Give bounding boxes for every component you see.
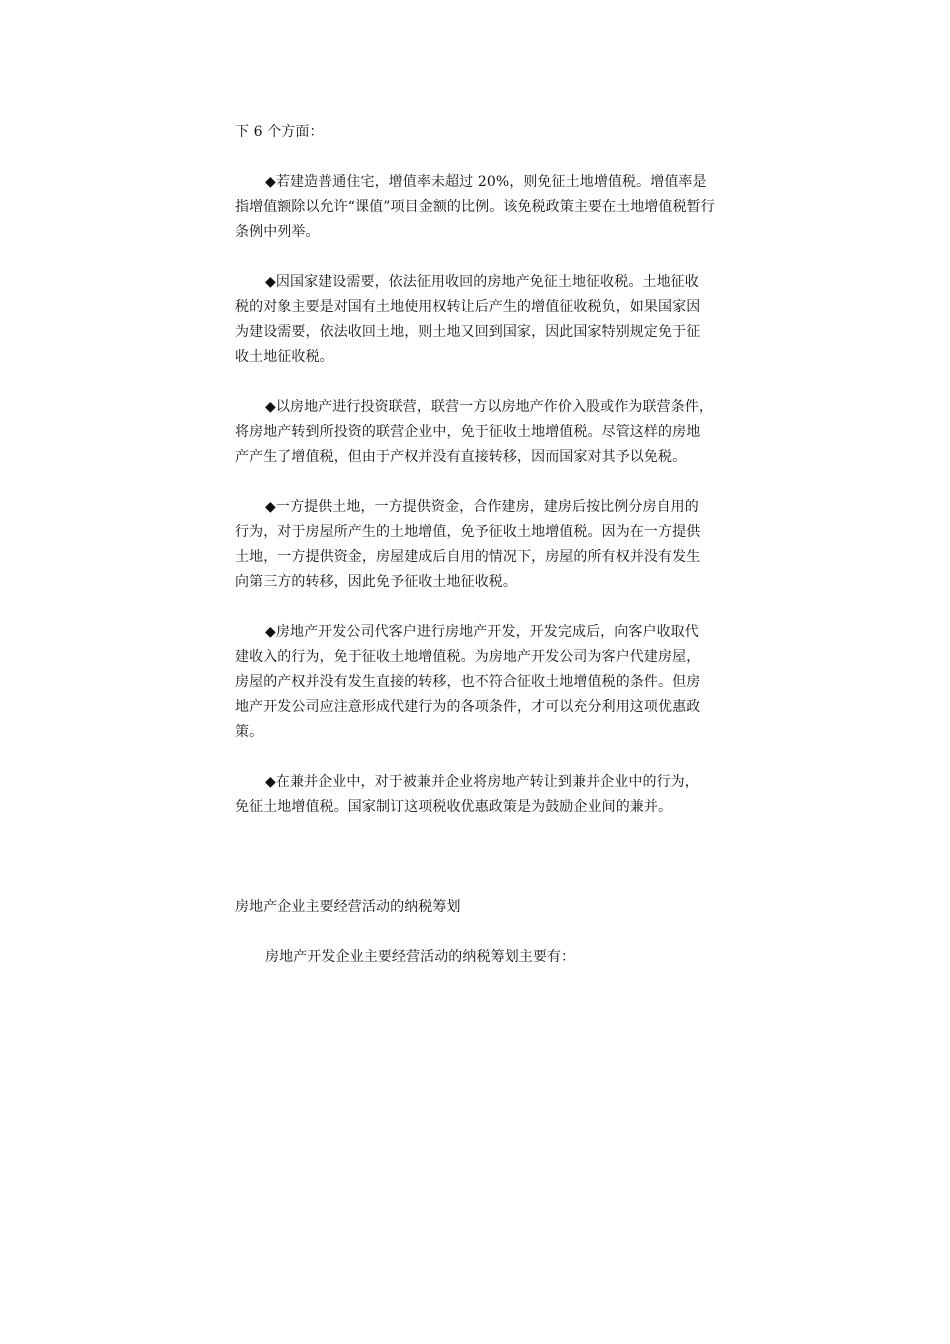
bullet-line: 将房地产转到所投资的联营企业中，免于征收土地增值税。尽管这样的房地 (235, 424, 701, 440)
paragraph-gap (235, 145, 715, 170)
bullet-line: 土地，一方提供资金，房屋建成后自用的情况下，房屋的所有权并没有发生 (235, 549, 701, 565)
bullet-line: 收土地征收税。 (235, 349, 334, 365)
paragraph-gap (235, 470, 715, 495)
bullet-line: 税的对象主要是对国有土地使用权转让后产生的增值征收税负，如果国家因 (235, 299, 701, 315)
bullet-line: ◆若建造普通住宅，增值率未超过 20%，则免征土地增值税。增值率是 (265, 174, 707, 190)
bullet-line: 房屋的产权并没有发生直接的转移，也不符合征收土地增值税的条件。但房 (235, 674, 701, 690)
page-body (235, 120, 715, 970)
intro-paragraph (235, 120, 715, 145)
section-heading-paragraph (235, 895, 715, 920)
bullet-line: 建收入的行为，免于征收土地增值税。为房地产开发公司为客户代建房屋， (235, 649, 701, 665)
bullet-line: ◆因国家建设需要，依法征用收回的房地产免征土地征收税。土地征收 (265, 274, 699, 290)
bullet-line: 指增值额除以允许“课值”项目金额的比例。该免税政策主要在土地增值税暂行 (235, 199, 715, 215)
paragraph-gap (235, 595, 715, 620)
section-intro-paragraph (235, 945, 715, 970)
bullet-line: 向第三方的转移，因此免予征收土地征收税。 (235, 574, 517, 590)
paragraph-gap (235, 370, 715, 395)
bullet-paragraph-4 (235, 495, 715, 595)
bullet-line: 行为，对于房屋所产生的土地增值，免予征收土地增值税。因为在一方提供 (235, 524, 701, 540)
bullet-line: 地产开发公司应注意形成代建行为的各项条件，才可以充分利用这项优惠政 (235, 699, 701, 715)
bullet-paragraph-6 (235, 770, 715, 820)
intro-line: 下 6 个方面： (235, 124, 324, 140)
bullet-line: 为建设需要，依法收回土地，则土地又回到国家，因此国家特别规定免于征 (235, 324, 701, 340)
bullet-paragraph-3 (235, 395, 715, 470)
bullet-line: ◆一方提供土地，一方提供资金，合作建房，建房后按比例分房自用的 (265, 499, 699, 515)
bullet-line: 条例中列举。 (235, 224, 320, 240)
bullet-line: ◆以房地产进行投资联营，联营一方以房地产作价入股或作为联营条件， (265, 399, 713, 415)
bullet-paragraph-5 (235, 620, 715, 745)
section-intro: 房地产开发企业主要经营活动的纳税筹划主要有： (265, 949, 576, 965)
bullet-line: 产产生了增值税，但由于产权并没有直接转移，因而国家对其予以免税。 (235, 449, 687, 465)
paragraph-gap (235, 745, 715, 770)
paragraph-gap (235, 920, 715, 945)
bullet-paragraph-2 (235, 270, 715, 370)
section-heading: 房地产企业主要经营活动的纳税筹划 (235, 899, 461, 915)
section-gap (235, 820, 715, 895)
bullet-line: 策。 (235, 724, 264, 740)
paragraph-gap (235, 245, 715, 270)
bullet-line: ◆在兼并企业中，对于被兼并企业将房地产转让到兼并企业中的行为， (265, 774, 699, 790)
bullet-line: ◆房地产开发公司代客户进行房地产开发，开发完成后，向客户收取代 (265, 624, 699, 640)
bullet-paragraph-1 (235, 170, 715, 245)
bullet-line: 免征土地增值税。国家制订这项税收优惠政策是为鼓励企业间的兼并。 (235, 799, 673, 815)
